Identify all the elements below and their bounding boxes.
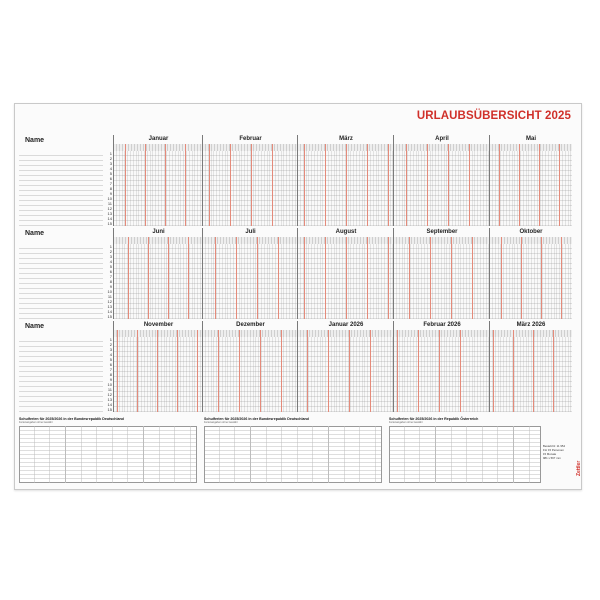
month-name: Dezember: [236, 322, 265, 328]
table-title: Schulferien für 2025/2026 in der Bundesrepublik Deutschland: [204, 417, 309, 421]
month-block: [113, 321, 203, 412]
month-block: [113, 228, 203, 319]
row-numbers: 1 2 3 4 5 6 7 8 9 10 11 12 13 14 15: [107, 244, 112, 319]
month-block: [202, 228, 298, 319]
month-name: Januar 2026: [328, 322, 364, 328]
month-name: Januar: [148, 136, 169, 142]
table-title: Schulferien für 2025/2026 in der Bundesrepublik Deutschland: [19, 417, 124, 421]
month-name: März 2026: [516, 322, 546, 328]
holiday-table-austria: [389, 417, 541, 483]
month-block: [297, 321, 394, 412]
month-name: Mai: [525, 136, 536, 142]
product-info: Bestell-Nr. 11 954 Für 15 Personen 15 Monate 981 x 597 mm: [543, 444, 566, 460]
month-name: September: [426, 229, 458, 235]
month-block: [297, 135, 394, 226]
table-note: Ferienangaben ohne Gewähr: [19, 421, 53, 424]
month-name: Juli: [245, 229, 256, 235]
day-header: [114, 330, 203, 337]
table-title: Schulferien für 2025/2026 in der Republik Österreich: [389, 417, 479, 421]
name-rows: [19, 244, 103, 319]
name-column: [19, 228, 103, 319]
month-block: [202, 135, 298, 226]
name-column: [19, 321, 103, 412]
month-block: [489, 321, 572, 412]
month-name: Juni: [152, 229, 165, 235]
table-note: Ferienangaben ohne Gewähr: [389, 421, 423, 424]
day-header: [114, 144, 203, 151]
day-header: [394, 330, 490, 337]
month-block: [393, 135, 490, 226]
row-numbers: 1 2 3 4 5 6 7 8 9 10 11 12 13 14 15: [107, 337, 112, 412]
holiday-table-germany-2: [204, 417, 382, 483]
calendar-sheet: [14, 103, 582, 490]
band-2: [19, 228, 543, 319]
day-header: [203, 237, 298, 244]
day-header: [490, 330, 572, 337]
day-header: [298, 330, 394, 337]
row-numbers: 1 2 3 4 5 6 7 8 9 10 11 12 13 14 15: [107, 151, 112, 226]
holiday-tables: [19, 417, 561, 485]
sheet-title: URLAUBSÜBERSICHT 2025: [416, 110, 571, 122]
band-3: [19, 321, 546, 412]
band-1: [19, 135, 536, 226]
month-name: April: [435, 136, 449, 142]
brand-logo: Zettler: [576, 460, 582, 476]
name-column: [19, 135, 103, 226]
name-rows: [19, 337, 103, 412]
month-block: [489, 135, 572, 226]
month-block: [113, 135, 203, 226]
name-rows: [19, 151, 103, 226]
month-name: August: [335, 229, 357, 235]
name-label: Name: [25, 323, 45, 330]
month-block: [202, 321, 298, 412]
month-block: [393, 321, 490, 412]
day-header: [394, 144, 490, 151]
table-note: Ferienangaben ohne Gewähr: [204, 421, 238, 424]
month-block: [393, 228, 490, 319]
month-name: Oktober: [519, 229, 543, 235]
holiday-table-germany-1: [19, 417, 197, 483]
month-name: Februar: [239, 136, 262, 142]
name-label: Name: [25, 137, 45, 144]
month-block: [489, 228, 572, 319]
month-block: [297, 228, 394, 319]
month-name: März: [339, 136, 353, 142]
name-label: Name: [25, 230, 45, 237]
month-name: November: [143, 322, 174, 328]
month-name: Februar 2026: [423, 322, 461, 328]
